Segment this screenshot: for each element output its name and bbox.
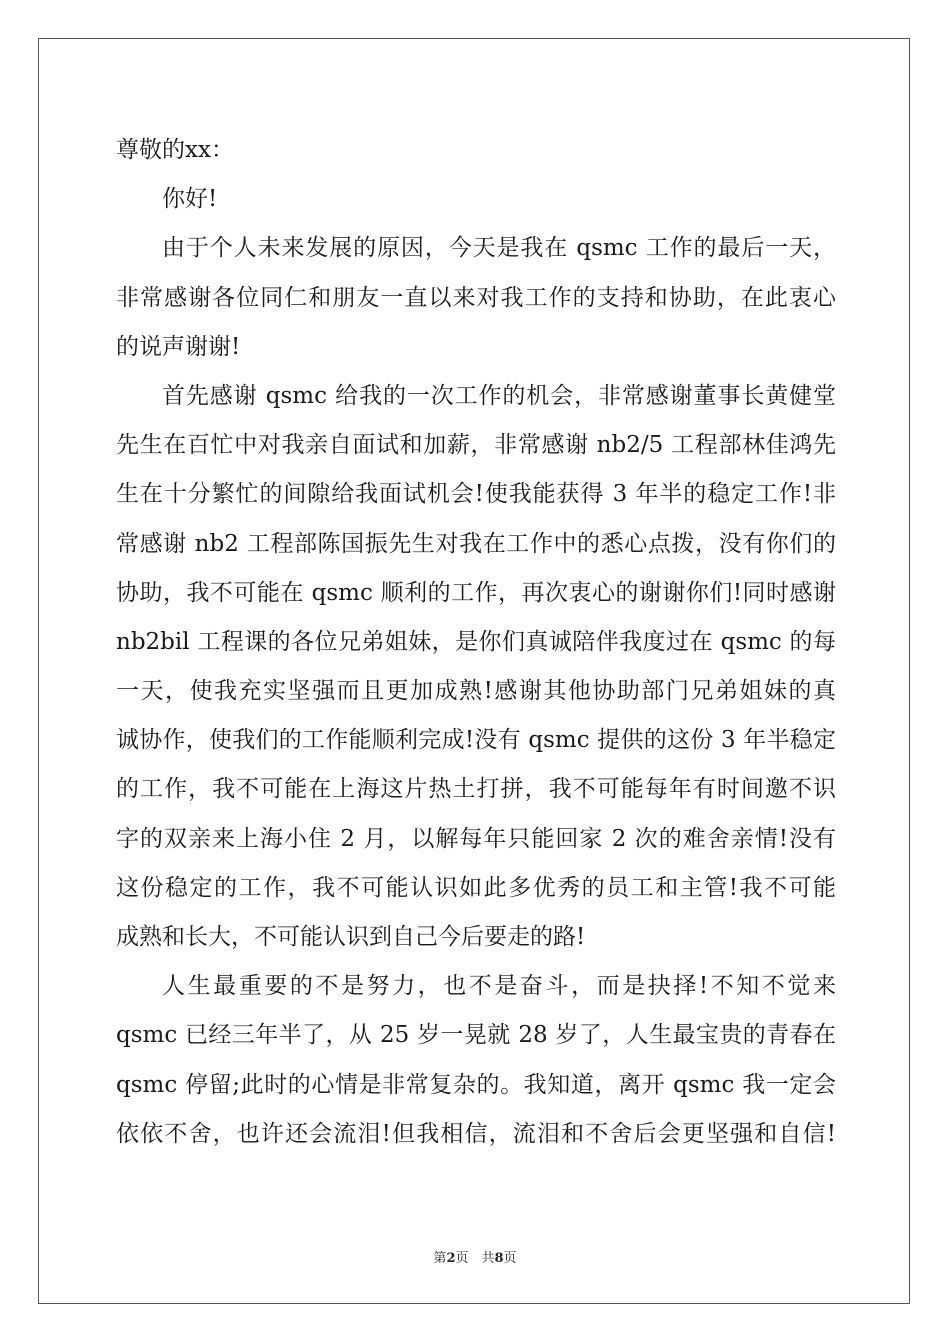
footer-mid: 页 共 [455, 1251, 495, 1266]
footer-suffix: 页 [503, 1251, 517, 1266]
text-line: 成熟和长大，不可能认识到自己今后要走的路! [116, 924, 586, 950]
text-line: 一天，使我充实坚强而且更加成熟!感谢其他协助部门兄弟姐妹的真 [116, 678, 836, 705]
letter-body [116, 126, 836, 1159]
text-line: nb2bil 工程课的各位兄弟姐妹，是你们真诚陪伴我度过在 qsmc 的每 [116, 628, 836, 655]
text-line: 由于个人未来发展的原因，今天是我在 qsmc 工作的最后一天， [162, 235, 836, 262]
text-line: 先生在百忙中对我亲自面试和加薪，非常感谢 nb2/5 工程部林佳鸿先 [116, 432, 836, 459]
text-line: 这份稳定的工作，我不可能认识如此多优秀的员工和主管!我不可能 [116, 874, 836, 901]
text-line: qsmc 停留;此时的心情是非常复杂的。我知道，离开 qsmc 我一定会 [116, 1071, 836, 1098]
text-line: 尊敬的xx： [116, 137, 234, 163]
text-line: 非常感谢各位同仁和朋友一直以来对我工作的支持和协助，在此衷心 [116, 284, 836, 311]
text-line: 字的双亲来上海小住 2 月，以解每年只能回家 2 次的难舍亲情!没有 [116, 825, 836, 852]
footer-prefix: 第 [433, 1251, 447, 1266]
text-line: 首先感谢 qsmc 给我的一次工作的机会，非常感谢董事长黄健堂 [162, 382, 836, 409]
current-page-number: 2 [446, 1251, 456, 1266]
page-footer [0, 1247, 950, 1266]
total-pages-number: 8 [494, 1251, 504, 1266]
text-line: qsmc 已经三年半了，从 25 岁一晃就 28 岁了，人生最宝贵的青春在 [116, 1022, 836, 1049]
text-line: 人生最重要的不是努力，也不是奋斗，而是抉择!不知不觉来 [162, 973, 836, 1000]
text-line: 的说声谢谢! [116, 333, 241, 360]
text-line: 依依不舍，也许还会流泪!但我相信，流泪和不舍后会更坚强和自信! [116, 1120, 836, 1147]
text-line: 诚协作，使我们的工作能顺利完成!没有 qsmc 提供的这份 3 年半稳定 [116, 727, 836, 754]
text-line: 生在十分繁忙的间隙给我面试机会!使我能获得 3 年半的稳定工作!非 [116, 481, 836, 508]
text-line: 常感谢 nb2 工程部陈国振先生对我在工作中的悉心点拨，没有你们的 [116, 530, 836, 557]
text-line: 协助，我不可能在 qsmc 顺利的工作，再次衷心的谢谢你们!同时感谢 [116, 579, 836, 606]
text-line: 你好! [162, 186, 218, 213]
text-line: 的工作，我不可能在上海这片热土打拼，我不可能每年有时间邀不识 [116, 776, 836, 803]
